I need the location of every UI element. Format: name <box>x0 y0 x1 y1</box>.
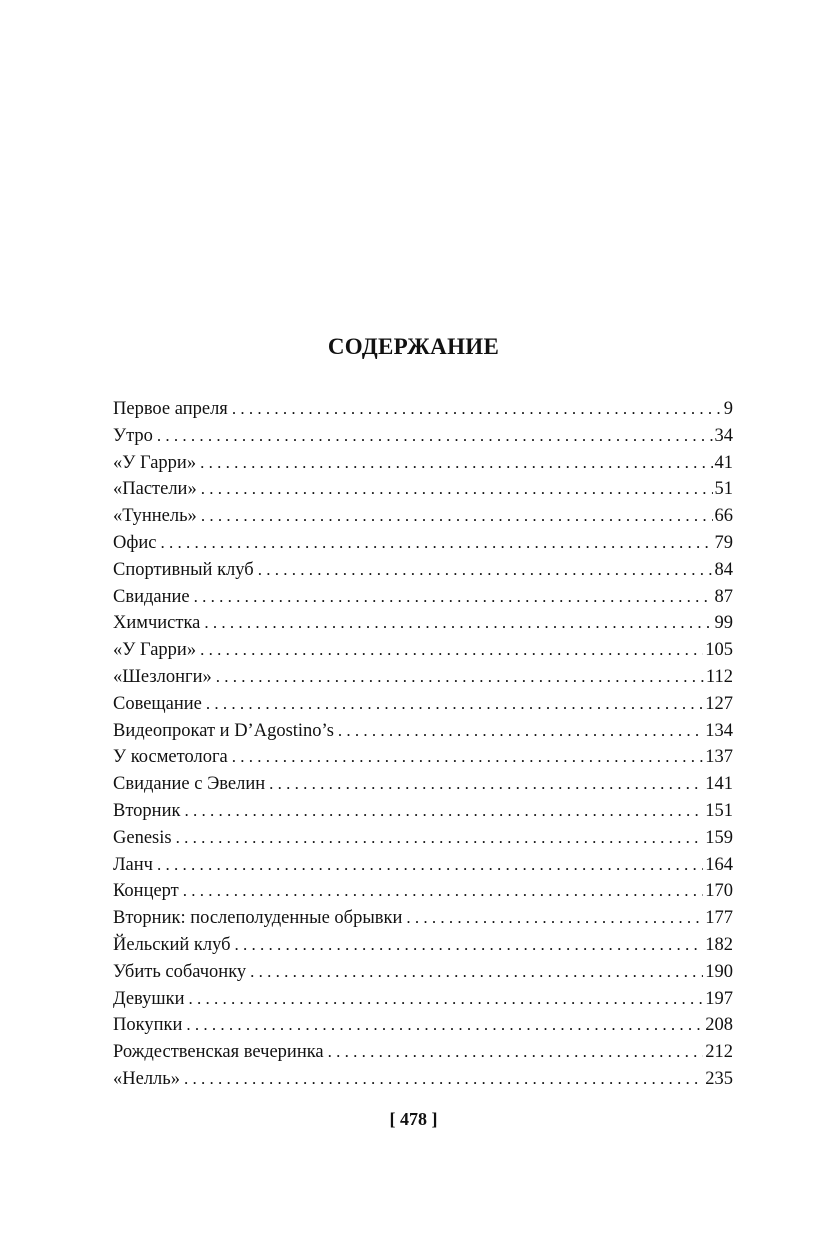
dot-leader <box>200 450 712 477</box>
toc-entry-title: Первое апреля <box>113 399 228 419</box>
toc-entry-page: 127 <box>705 693 733 714</box>
toc-entry <box>113 530 733 557</box>
toc-entry-page: 9 <box>723 399 733 419</box>
toc-entry-page: 151 <box>705 800 733 821</box>
toc-entry <box>113 1039 733 1066</box>
toc-entry-title: Рождественская вечеринка <box>113 1042 324 1063</box>
toc-entry-title: Спортивный клуб <box>113 559 254 580</box>
toc-entry-title: «Пастели» <box>113 479 197 500</box>
toc-entry <box>113 450 733 477</box>
toc-entry-title: Свидание с Эвелин <box>113 774 266 795</box>
toc-entry-page: 112 <box>705 666 733 687</box>
toc-entry <box>113 878 733 905</box>
toc-entry-title: Свидание <box>113 586 190 607</box>
dot-leader <box>189 986 704 1013</box>
dot-leader <box>160 530 712 557</box>
toc-entry-page: 137 <box>705 747 733 768</box>
toc-entry-page: 182 <box>705 934 733 955</box>
toc-entry <box>113 986 733 1013</box>
toc-entry-title: Вторник: послеполуденные обрывки <box>113 908 403 929</box>
toc-entry-title: Покупки <box>113 1015 183 1036</box>
toc-entry-page: 105 <box>705 640 733 661</box>
toc-heading: СОДЕРЖАНИЕ <box>327 334 500 359</box>
dot-leader <box>157 852 703 879</box>
toc-entry-page: 51 <box>714 479 733 500</box>
toc-entry <box>113 932 733 959</box>
toc-entry-title: «У Гарри» <box>113 640 197 661</box>
toc-entry-title: Видеопрокат и D’Agostino’s <box>113 720 334 741</box>
toc-entry-title: Вторник <box>113 800 181 821</box>
toc-entry-title: Совещание <box>113 693 202 714</box>
toc-entry-page: 84 <box>714 559 733 580</box>
dot-leader <box>201 476 713 503</box>
toc-entry <box>113 503 733 530</box>
dot-leader <box>216 664 704 691</box>
toc-entry <box>113 664 733 691</box>
dot-leader <box>200 637 703 664</box>
toc-entry <box>113 1012 733 1039</box>
toc-entry-title: Йельский клуб <box>113 934 231 955</box>
dot-leader <box>204 610 712 637</box>
toc-entry <box>113 423 733 450</box>
toc-entry-title: У косметолога <box>113 747 228 768</box>
toc-entry <box>113 637 733 664</box>
toc-entry <box>113 691 733 718</box>
page-number: [ 478 ] <box>389 1109 438 1129</box>
toc-entry <box>113 798 733 825</box>
dot-leader <box>157 423 713 450</box>
dot-leader <box>406 905 703 932</box>
dot-leader <box>176 825 704 852</box>
toc-entry <box>113 396 733 423</box>
toc-entry-page: 79 <box>714 532 733 553</box>
dot-leader <box>183 878 703 905</box>
dot-leader <box>232 396 722 423</box>
dot-leader <box>184 1066 703 1093</box>
toc-entry-title: Офис <box>113 532 157 553</box>
toc-entry-title: Genesis <box>113 827 172 848</box>
toc-entry-page: 34 <box>714 425 733 446</box>
toc-entry-title: «У Гарри» <box>113 452 197 473</box>
toc-entry-page: 190 <box>705 961 733 982</box>
toc-entry <box>113 1066 733 1093</box>
toc-entry-page: 212 <box>705 1042 733 1063</box>
toc-entry-page: 164 <box>705 854 733 875</box>
toc-entry-title: «Туннель» <box>113 506 197 527</box>
toc-entry <box>113 584 733 611</box>
dot-leader <box>338 718 703 745</box>
toc-entry-title: Концерт <box>113 881 179 902</box>
dot-leader <box>186 1012 703 1039</box>
toc-entry-page: 235 <box>705 1068 733 1089</box>
toc-entry-page: 134 <box>705 720 733 741</box>
toc-entry-page: 197 <box>705 988 733 1009</box>
toc-entry <box>113 476 733 503</box>
dot-leader <box>235 932 704 959</box>
toc-entry <box>113 905 733 932</box>
toc-entry-title: «Нелль» <box>113 1068 180 1089</box>
toc-entry <box>113 744 733 771</box>
toc-entry <box>113 557 733 584</box>
toc-entry-title: Убить собачонку <box>113 961 247 982</box>
toc-entry <box>113 852 733 879</box>
dot-leader <box>250 959 703 986</box>
toc-entry-title: Утро <box>113 425 153 446</box>
dot-leader <box>201 503 713 530</box>
toc-entry <box>113 959 733 986</box>
toc-entry <box>113 610 733 637</box>
toc-entry <box>113 825 733 852</box>
dot-leader <box>232 744 704 771</box>
toc-list <box>113 396 733 1093</box>
toc-entry-page: 66 <box>714 506 733 527</box>
toc-entry-title: Девушки <box>113 988 185 1009</box>
dot-leader <box>206 691 703 718</box>
toc-entry <box>113 771 733 798</box>
toc-entry <box>113 718 733 745</box>
dot-leader <box>328 1039 704 1066</box>
toc-entry-page: 99 <box>714 613 733 634</box>
toc-entry-page: 170 <box>705 881 733 902</box>
toc-entry-page: 141 <box>705 774 733 795</box>
toc-entry-title: Химчистка <box>113 613 201 634</box>
toc-entry-page: 87 <box>714 586 733 607</box>
toc-entry-title: «Шезлонги» <box>113 666 212 687</box>
toc-entry-page: 159 <box>705 827 733 848</box>
dot-leader <box>269 771 703 798</box>
dot-leader <box>194 584 713 611</box>
dot-leader <box>258 557 713 584</box>
dot-leader <box>184 798 703 825</box>
toc-entry-page: 177 <box>705 908 733 929</box>
toc-entry-page: 208 <box>705 1015 733 1036</box>
toc-entry-title: Ланч <box>113 854 153 875</box>
toc-entry-page: 41 <box>714 452 733 473</box>
